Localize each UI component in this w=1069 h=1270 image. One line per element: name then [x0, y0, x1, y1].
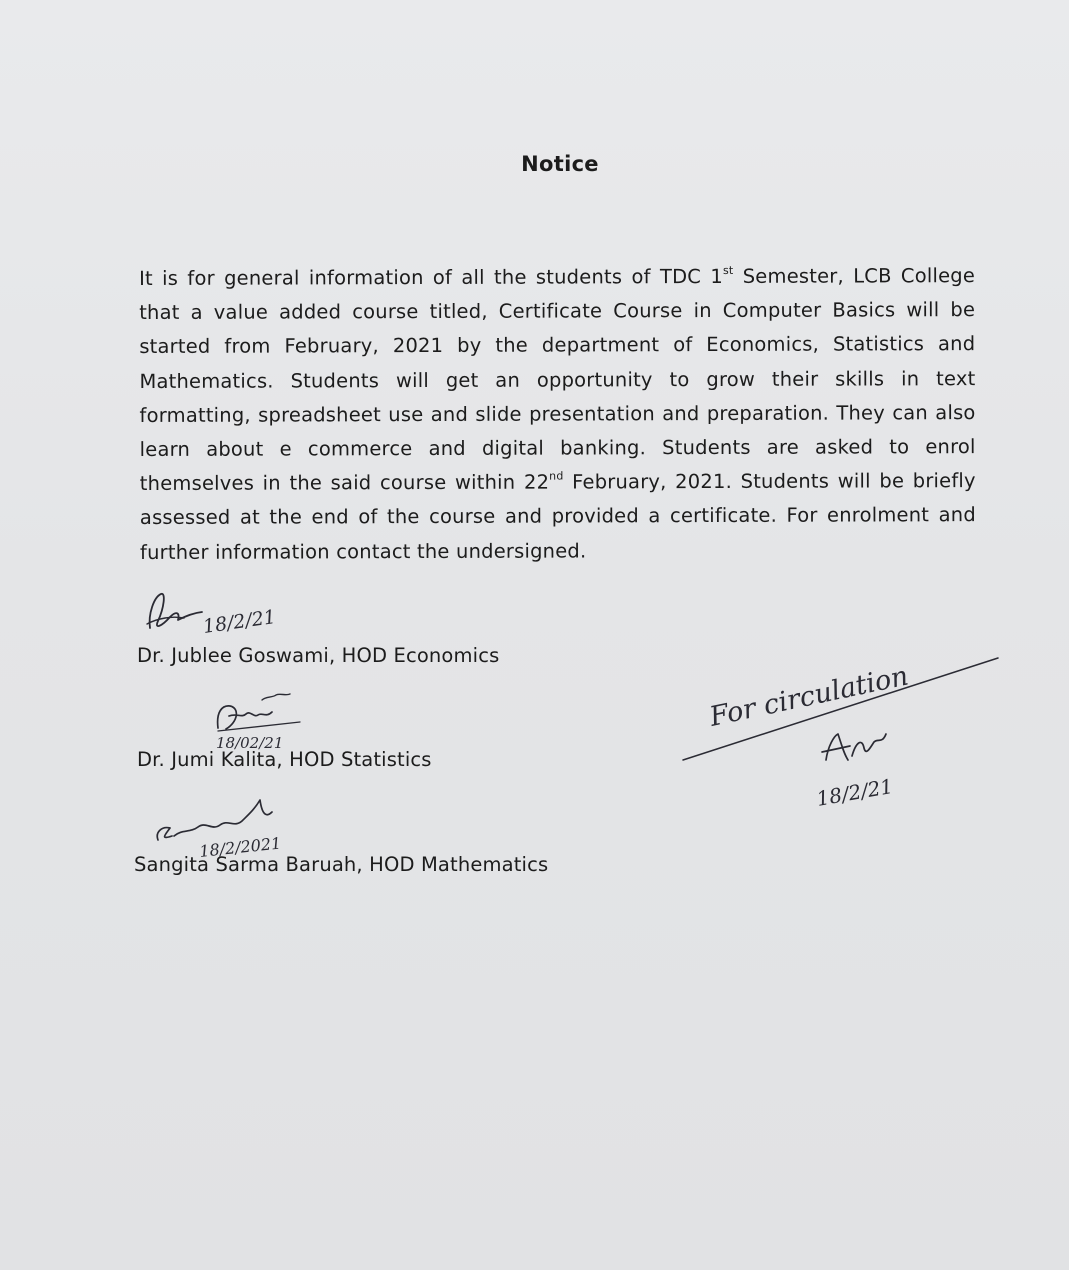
circulation-note: For circulation [707, 660, 912, 733]
signature-statistics [218, 694, 300, 731]
notice-body-part-1: It is for general information of all the students of TDC 1 [139, 264, 724, 290]
signatory-economics: Dr. Jublee Goswami, HOD Economics [137, 644, 500, 667]
circulation-underline [683, 658, 998, 760]
signature-date-statistics: 18/02/21 [216, 734, 284, 752]
ordinal-suffix-st: st [722, 263, 734, 277]
signature-date-economics: 18/2/21 [201, 605, 278, 638]
notice-title: Notice [521, 152, 599, 176]
signatory-mathematics: Sangita Sarma Baruah, HOD Mathematics [134, 853, 549, 876]
signature-date-mathematics: 18/2/2021 [198, 833, 283, 861]
principal-initials [822, 734, 886, 760]
signature-economics [147, 594, 202, 628]
notice-body-part-2: Semester, LCB College that a value added course titled, Certificate Course in Computer Basics will be started from February, 2021 by the department of Economics, Statistics and Mathematics. Students will get an opportunity to grow their skills in text formatting, spreadsheet use and slide presentation and preparation. They can also learn about e commerce and digital banking. Students are asked to enrol themselves in the said course within 22 [139, 264, 976, 496]
ordinal-suffix-nd: nd [549, 469, 564, 483]
notice-body-part-3: February, 2021. Students will be briefly assessed at the end of the course and provided a certificate. For enrolment and further information contact the undersigned. [139, 469, 976, 564]
notice-body [139, 259, 976, 570]
circulation-date: 18/2/21 [814, 773, 895, 811]
signature-mathematics [157, 800, 272, 840]
signatory-statistics: Dr. Jumi Kalita, HOD Statistics [137, 748, 432, 771]
